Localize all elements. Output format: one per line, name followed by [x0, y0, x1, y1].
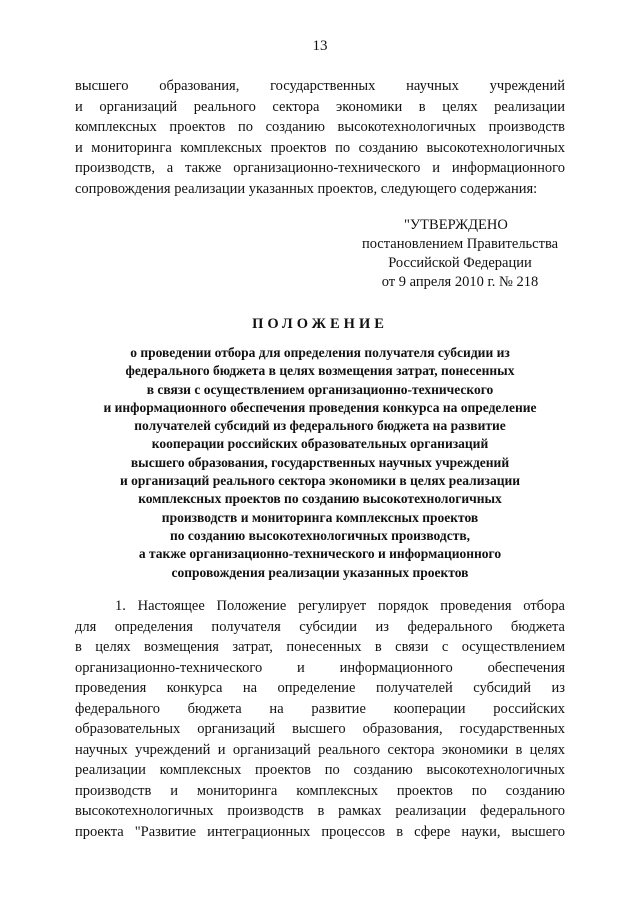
- subtitle-line: о проведении отбора для определения получателя субсидии из: [130, 345, 510, 360]
- body-line: для определения получателя субсидии из федерального бюджета: [75, 618, 565, 635]
- subtitle-line: по созданию высокотехнологичных производств,: [169, 527, 471, 543]
- approval-line: от 9 апреля 2010 г. № 218: [381, 274, 539, 290]
- page-number: 13: [312, 38, 328, 54]
- subtitle-line: производств и мониторинга комплексных проектов: [161, 509, 479, 525]
- approval-line: Российской Федерации: [388, 255, 532, 271]
- approval-stamp: [340, 216, 580, 292]
- intro-line: и организаций реального сектора экономики в целях реализации: [75, 98, 565, 115]
- approval-line: постановлением Правительства: [361, 236, 559, 252]
- body-line: проведения конкурса на определение получателей субсидий из: [75, 680, 565, 696]
- document-title: ПОЛОЖЕНИЕ: [252, 316, 388, 332]
- body-line: федерального бюджета на развитие кооперации российских: [75, 700, 565, 717]
- body-line: научных учреждений и организаций реального сектора экономики в целях: [75, 741, 565, 758]
- body-line: высокотехнологичных производств в рамках реализации федерального: [75, 803, 565, 819]
- body-paragraph: [75, 596, 565, 842]
- body-line: реализации комплексных проектов по созданию высокотехнологичных: [75, 762, 565, 778]
- subtitle-line: кооперации российских образовательных организаций: [151, 436, 489, 452]
- intro-line: производств, а также организационно-технического и информационного: [75, 160, 565, 176]
- intro-line: сопровождения реализации указанных проектов, следующего содержания:: [75, 180, 538, 197]
- subtitle-line: получателей субсидий из федерального бюджета на развитие: [134, 418, 506, 434]
- body-line: организационно-технического и информационного обеспечения: [75, 659, 565, 676]
- body-line: производств и мониторинга комплексных проектов по созданию: [75, 782, 565, 799]
- intro-line: комплексных проектов по созданию высокотехнологичных производств: [75, 119, 565, 135]
- subtitle-line: федерального бюджета в целях возмещения затрат, понесенных: [125, 363, 515, 379]
- body-line: 1. Настоящее Положение регулирует порядок проведения отбора: [115, 598, 565, 614]
- intro-paragraph: [75, 76, 565, 199]
- subtitle-line: сопровождения реализации указанных проектов: [171, 564, 469, 580]
- subtitle-line: и информационного обеспечения проведения конкурса на определение: [103, 399, 537, 415]
- intro-line: высшего образования, государственных научных учреждений: [75, 78, 565, 94]
- body-line: образовательных организаций высшего образования, государственных: [75, 721, 565, 737]
- document-subtitle: [40, 344, 600, 582]
- subtitle-line: высшего образования, государственных научных учреждений: [130, 454, 510, 470]
- subtitle-line: в связи с осуществлением организационно-технического: [146, 381, 494, 397]
- body-line: в целях возмещения затрат, понесенных в связи с осуществлением: [75, 639, 565, 655]
- intro-line: и мониторинга комплексных проектов по созданию высокотехнологичных: [75, 139, 565, 156]
- subtitle-line: и организаций реального сектора экономики в целях реализации: [119, 473, 521, 489]
- approval-title: "УТВЕРЖДЕНО: [404, 217, 508, 233]
- subtitle-line: комплексных проектов по созданию высокотехнологичных: [138, 491, 502, 507]
- body-line: проекта "Развитие интеграционных процессов в сфере науки, высшего: [75, 823, 565, 840]
- subtitle-line: а также организационно-технического и информационного: [138, 546, 502, 562]
